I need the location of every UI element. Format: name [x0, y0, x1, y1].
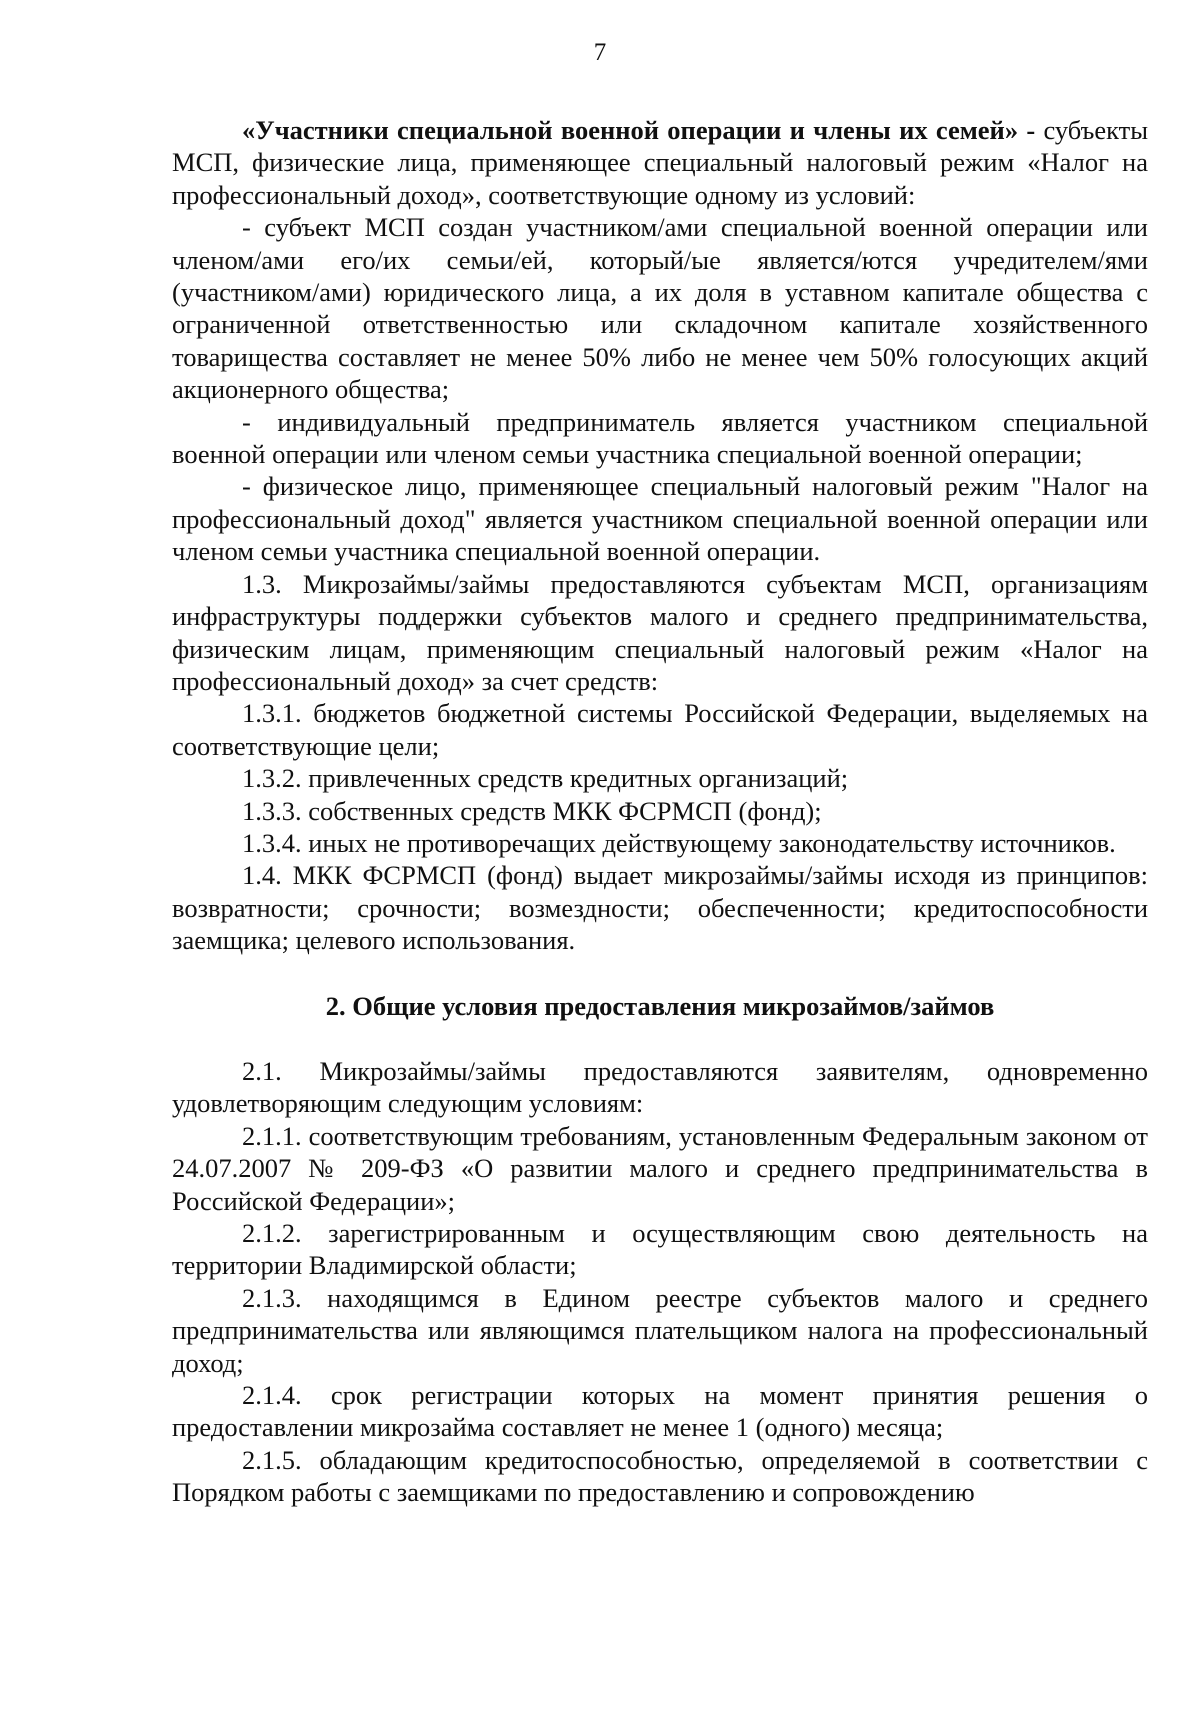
- definition-text: субъекты МСП, физические лица, применяющее специальный налоговый режим «Налог на профессиональный доход», соответствующие одному из условий:: [172, 115, 1148, 210]
- section-heading: 2. Общие условия предоставления микрозаймов/займов: [325, 990, 995, 1021]
- clause-2-1-2: 2.1.2. зарегистрированным и осуществляющим свою деятельность на территории Владимирской области;: [172, 1218, 1148, 1281]
- clause-1-3: 1.3. Микрозаймы/займы предоставляются субъектам МСП, организациям инфраструктуры поддержки субъектов малого и среднего предпринимательства, физическим лицам, применяющим специальный налоговый режим «Налог на профессиональный доход» за счет средств:: [172, 568, 1148, 696]
- clause-2-1-1: 2.1.1. соответствующим требованиям, установленным Федеральным законом от 24.07.2007 № 209-ФЗ «О развитии малого и среднего предпринимательства в Российской Федерации»;: [172, 1120, 1148, 1216]
- clause-1-3-4: 1.3.4. иных не противоречащих действующему законодательству источников.: [242, 827, 1116, 858]
- page-number: 7: [593, 39, 607, 66]
- clause-1-4: 1.4. МКК ФСРМСП (фонд) выдает микрозаймы/займы исходя из принципов: возвратности; срочности; возмездности; обеспеченности; кредитоспособности заемщика; целевого использования.: [172, 860, 1148, 956]
- condition-item: - физическое лицо, применяющее специальный налоговый режим "Налог на профессиональный доход" является участником специальной военной операции или членом семьи участника специальной военной операции.: [172, 471, 1148, 567]
- definition-paragraph: [172, 114, 1148, 211]
- clause-2-1-4: 2.1.4. срок регистрации которых на момент принятия решения о предоставлении микрозайма составляет не менее 1 (одного) месяца;: [172, 1380, 1148, 1443]
- clause-2-1: 2.1. Микрозаймы/займы предоставляются заявителям, одновременно удовлетворяющим следующим условиям:: [172, 1055, 1148, 1119]
- condition-item: - субъект МСП создан участником/ами специальной военной операции или членом/ами его/их семьи/ей, который/ые является/ются учредителем/ями (участником/ами) юридического лица, а их доля в уставном капитале общества с ограниченной ответственностью или складочном капитале хозяйственного товарищества составляет не менее 50% либо не менее чем 50% голосующих акций акционерного общества;: [172, 212, 1148, 405]
- clause-1-3-2: 1.3.2. привлеченных средств кредитных организаций;: [242, 763, 849, 794]
- clause-2-1-5: 2.1.5. обладающим кредитоспособностью, определяемой в соответствии с Порядком работы с заемщиками по предоставлению и сопровождению: [172, 1444, 1148, 1508]
- condition-item: - индивидуальный предприниматель является участником специальной военной операции или членом семьи участника специальной военной операции;: [172, 406, 1148, 470]
- clause-1-3-1: 1.3.1. бюджетов бюджетной системы Российской Федерации, выделяемых на соответствующие цели;: [172, 698, 1148, 761]
- clause-2-1-3: 2.1.3. находящимся в Едином реестре субъектов малого и среднего предпринимательства или являющимся плательщиком налога на профессиональный доход;: [172, 1282, 1148, 1378]
- document-body: [172, 114, 1148, 1509]
- clause-1-3-3: 1.3.3. собственных средств МКК ФСРМСП (фонд);: [242, 795, 822, 826]
- defined-term: «Участники специальной военной операции и члены их семей» -: [242, 115, 1036, 145]
